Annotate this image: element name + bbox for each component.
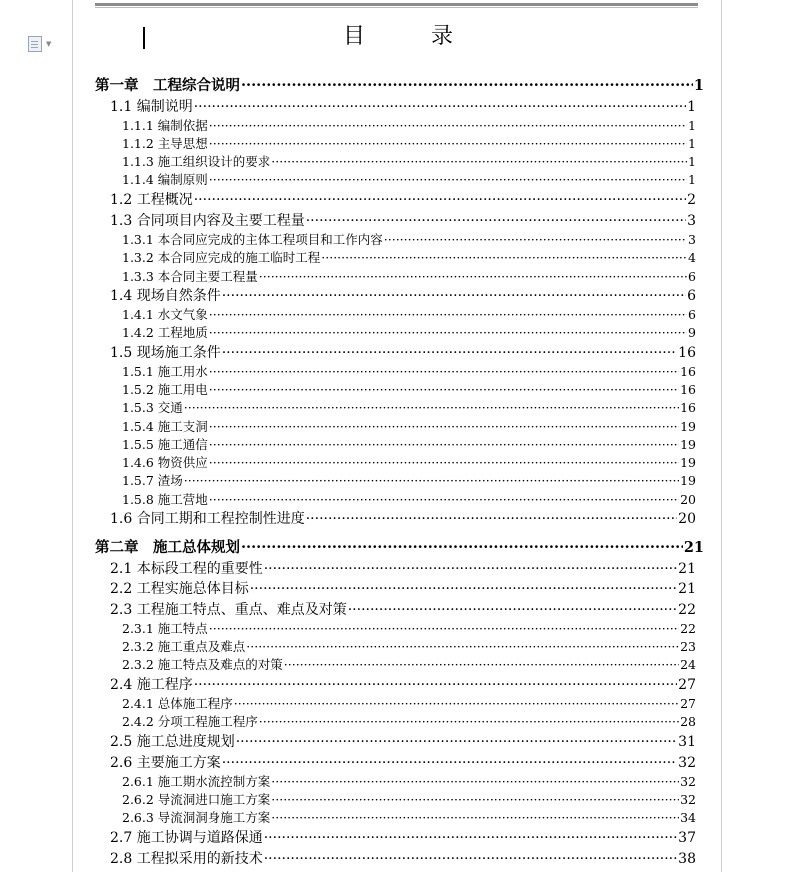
toc-page-number: 19 [680, 419, 696, 434]
toc-entry-level3[interactable] [122, 134, 696, 152]
toc-page-number: 24 [680, 657, 696, 672]
toc-entry-level1[interactable] [95, 74, 704, 95]
toc-leader-dots [222, 755, 677, 771]
toc-entry-level3[interactable] [122, 417, 696, 435]
toc-entry-title: 2.1 本标段工程的重要性 [110, 561, 263, 577]
toc-entry-title: 第一章 工程综合说明 [95, 77, 240, 94]
toc-entry-level3[interactable] [122, 248, 696, 266]
toc-entry-title: 1.1 编制说明 [110, 99, 193, 115]
toc-entry-level3[interactable] [122, 790, 696, 808]
toc-entry-title: 2.7 施工协调与道路保通 [110, 830, 263, 846]
toc-entry-level3[interactable] [122, 362, 696, 380]
toc-entry-title: 1.5 现场施工条件 [110, 345, 221, 361]
toc-page-number: 16 [680, 364, 696, 379]
toc-entry-title: 2.3.1 施工特点 [122, 621, 208, 636]
toc-page-number: 20 [680, 492, 696, 507]
toc-page-number: 1 [687, 99, 696, 115]
toc-page-number: 9 [688, 325, 696, 340]
toc-leader-dots [271, 792, 679, 807]
toc-leader-dots [222, 345, 677, 361]
toc-entry-level1[interactable] [95, 536, 704, 557]
toc-entry-title: 2.2 工程实施总体目标 [110, 581, 249, 597]
toc-page-number: 16 [678, 345, 696, 361]
toc-entry-title: 1.5.1 施工用水 [122, 364, 208, 379]
toc-page-number: 31 [678, 734, 696, 750]
toc-entry-title: 2.4.2 分项工程施工程序 [122, 714, 258, 729]
toc-entry-level3[interactable] [122, 398, 696, 416]
toc-page-number: 22 [678, 602, 696, 618]
toc-leader-dots [209, 172, 687, 187]
toc-entry-title: 1.1.4 编制原则 [122, 172, 208, 187]
toc-entry-title: 2.4.1 总体施工程序 [122, 696, 233, 711]
toc-entry-level3[interactable] [122, 435, 696, 453]
toc-page-number: 27 [678, 677, 696, 693]
toc-entry-level3[interactable] [122, 772, 696, 790]
toc-entry-title: 2.6.2 导流洞进口施工方案 [122, 792, 271, 807]
toc-leader-dots [194, 677, 677, 693]
toc-entry-title: 1.5.7 渣场 [122, 473, 183, 488]
toc-entry-level3[interactable] [122, 637, 696, 655]
toc-entry-level2[interactable] [110, 848, 696, 868]
toc-page-number: 28 [680, 714, 696, 729]
toc-entry-level3[interactable] [122, 712, 696, 730]
toc-leader-dots [209, 136, 687, 151]
toc-entry-level2[interactable] [110, 96, 696, 116]
toc-leader-dots [271, 774, 679, 789]
toc-entry-level3[interactable] [122, 267, 696, 285]
toc-entry-level3[interactable] [122, 230, 696, 248]
toc-entry-title: 1.2 工程概况 [110, 192, 193, 208]
toc-leader-dots [222, 288, 686, 304]
toc-page-number: 1 [688, 154, 696, 169]
toc-leader-dots [184, 400, 679, 415]
toc-entry-title: 2.3.2 施工特点及难点的对策 [122, 657, 283, 672]
toc-page-number: 32 [680, 792, 696, 807]
toc-leader-dots [209, 455, 679, 470]
toc-entry-title: 2.3.2 施工重点及难点 [122, 639, 246, 654]
toc-entry-title: 2.6.3 导流洞洞身施工方案 [122, 810, 271, 825]
toc-entry-level2[interactable] [110, 342, 696, 362]
toc-entry-title: 1.5.5 施工通信 [122, 437, 208, 452]
toc-leader-dots [194, 192, 686, 208]
toc-entry-title: 1.3.2 本合同应完成的施工临时工程 [122, 250, 321, 265]
toc-leader-dots [209, 621, 679, 636]
toc-leader-dots [234, 696, 679, 711]
toc-entry-title: 1.4 现场自然条件 [110, 288, 221, 304]
toc-entry-title: 1.3.1 本合同应完成的主体工程项目和工作内容 [122, 232, 383, 247]
toc-entry-title: 2.8 工程拟采用的新技术 [110, 851, 263, 867]
toc-leader-dots [306, 213, 686, 229]
chevron-down-icon[interactable]: ▼ [46, 40, 52, 48]
toc-entry-level3[interactable] [122, 116, 696, 134]
toc-entry-level3[interactable] [122, 490, 696, 508]
toc-entry-level2[interactable] [110, 674, 696, 694]
toc-leader-dots [264, 830, 677, 846]
toc-entry-level3[interactable] [122, 619, 696, 637]
toc-leader-dots [209, 419, 679, 434]
toc-page-number: 6 [687, 288, 696, 304]
toc-leader-dots [236, 734, 677, 750]
toc-leader-dots [384, 232, 687, 247]
toc-page-number: 21 [678, 561, 696, 577]
toc-page-number: 27 [680, 696, 696, 711]
toc-page-number: 6 [688, 269, 696, 284]
toc-leader-dots [246, 639, 679, 654]
toc-leader-dots [264, 851, 677, 867]
toc-leader-dots [259, 714, 679, 729]
toc-page-number: 1 [688, 136, 696, 151]
toc-page-number: 22 [680, 621, 696, 636]
toc-leader-dots [264, 561, 677, 577]
toc-leader-dots [209, 437, 679, 452]
toc-entry-title: 1.5.4 施工支洞 [122, 419, 208, 434]
toc-leader-dots [241, 77, 693, 94]
toc-entry-title: 2.6.1 施工期水流控制方案 [122, 774, 271, 789]
toc-entry-title: 1.1.3 施工组织设计的要求 [122, 154, 271, 169]
toc-page-number: 34 [680, 810, 696, 825]
toc-leader-dots [209, 118, 687, 133]
toc-entry-level3[interactable] [122, 170, 696, 188]
toc-leader-dots [271, 810, 679, 825]
toc-entry-level3[interactable] [122, 453, 696, 471]
toc-entry-level3[interactable] [122, 655, 696, 673]
toc-entry-level2[interactable] [110, 599, 696, 619]
page-title: 目 录 [342, 24, 475, 49]
toc-leader-dots [209, 492, 679, 507]
toc-entry-title: 2.3 工程施工特点、重点、难点及对策 [110, 602, 347, 618]
toc-leader-dots [241, 539, 683, 556]
toc-page-number: 32 [678, 755, 696, 771]
toc-entry-title: 1.1.2 主导思想 [122, 136, 208, 151]
toc-page-number: 37 [678, 830, 696, 846]
toc-entry-level2[interactable] [110, 558, 696, 578]
toc-leader-dots [209, 325, 687, 340]
toc-page-number: 19 [680, 437, 696, 452]
toc-page-number: 19 [680, 455, 696, 470]
toc-leader-dots [284, 657, 679, 672]
toc-entry-level2[interactable] [110, 189, 696, 209]
toc-entry-level3[interactable] [122, 152, 696, 170]
toc-entry-title: 1.4.6 物资供应 [122, 455, 208, 470]
toc-page-number: 23 [680, 639, 696, 654]
toc-entry-level3[interactable] [122, 305, 696, 323]
toc-entry-title: 1.5.2 施工用电 [122, 382, 208, 397]
toc-entry-level2[interactable] [110, 210, 696, 230]
toc-leader-dots [194, 99, 686, 115]
toc-page-number: 1 [693, 77, 704, 94]
toc-entry-title: 1.4.2 工程地质 [122, 325, 208, 340]
toc-page-number: 1 [688, 118, 696, 133]
toc-leader-dots [259, 269, 687, 284]
toc-entry-level2[interactable] [110, 508, 696, 528]
toc-entry-title: 1.1.1 编制依据 [122, 118, 208, 133]
toc-page-number: 21 [678, 581, 696, 597]
toc-page-number: 3 [687, 213, 696, 229]
toc-page-number: 20 [678, 511, 696, 527]
toc-page-number: 3 [688, 232, 696, 247]
toc-entry-title: 1.3 合同项目内容及主要工程量 [110, 213, 305, 229]
toc-leader-dots [209, 307, 687, 322]
toc-entry-title: 1.5.3 交通 [122, 400, 183, 415]
toc-entry-level2[interactable] [110, 827, 696, 847]
toc-leader-dots [209, 382, 679, 397]
toc-page-number: 19 [680, 473, 696, 488]
toc-page-number: 4 [688, 250, 696, 265]
toc-page-number: 21 [683, 539, 704, 556]
toc-page-number: 1 [688, 172, 696, 187]
toc-page-number: 16 [680, 400, 696, 415]
toc-entry-level3[interactable] [122, 808, 696, 826]
toc-entry-title: 1.4.1 水文气象 [122, 307, 208, 322]
toc-entry-level3[interactable] [122, 694, 696, 712]
toc-page-number: 32 [680, 774, 696, 789]
toc-leader-dots [321, 250, 687, 265]
toc-entry-title: 1.6 合同工期和工程控制性进度 [110, 511, 305, 527]
toc-entry-title: 1.3.3 本合同主要工程量 [122, 269, 258, 284]
toc-leader-dots [306, 511, 677, 527]
toc-leader-dots [209, 364, 679, 379]
toc-entry-title: 2.5 施工总进度规划 [110, 734, 235, 750]
toc-page-number: 2 [687, 192, 696, 208]
toc-entry-level2[interactable] [110, 731, 696, 751]
toc-entry-title: 2.4 施工程序 [110, 677, 193, 693]
toc-entry-title: 第二章 施工总体规划 [95, 539, 240, 556]
toc-entry-title: 1.5.8 施工营地 [122, 492, 208, 507]
toc-page-number: 16 [680, 382, 696, 397]
toc-page-number: 6 [688, 307, 696, 322]
toc-leader-dots [348, 602, 677, 618]
toc-entry-title: 2.6 主要施工方案 [110, 755, 221, 771]
toc-entry-level2[interactable] [110, 752, 696, 772]
toc-entry-level2[interactable] [110, 578, 696, 598]
toc-entry-level3[interactable] [122, 323, 696, 341]
toc-leader-dots [271, 154, 687, 169]
toc-page-number: 38 [678, 851, 696, 867]
toc-entry-level2[interactable] [110, 285, 696, 305]
toc-leader-dots [184, 473, 679, 488]
toc-entry-level3[interactable] [122, 471, 696, 489]
toc-leader-dots [250, 581, 677, 597]
toc-entry-level3[interactable] [122, 380, 696, 398]
